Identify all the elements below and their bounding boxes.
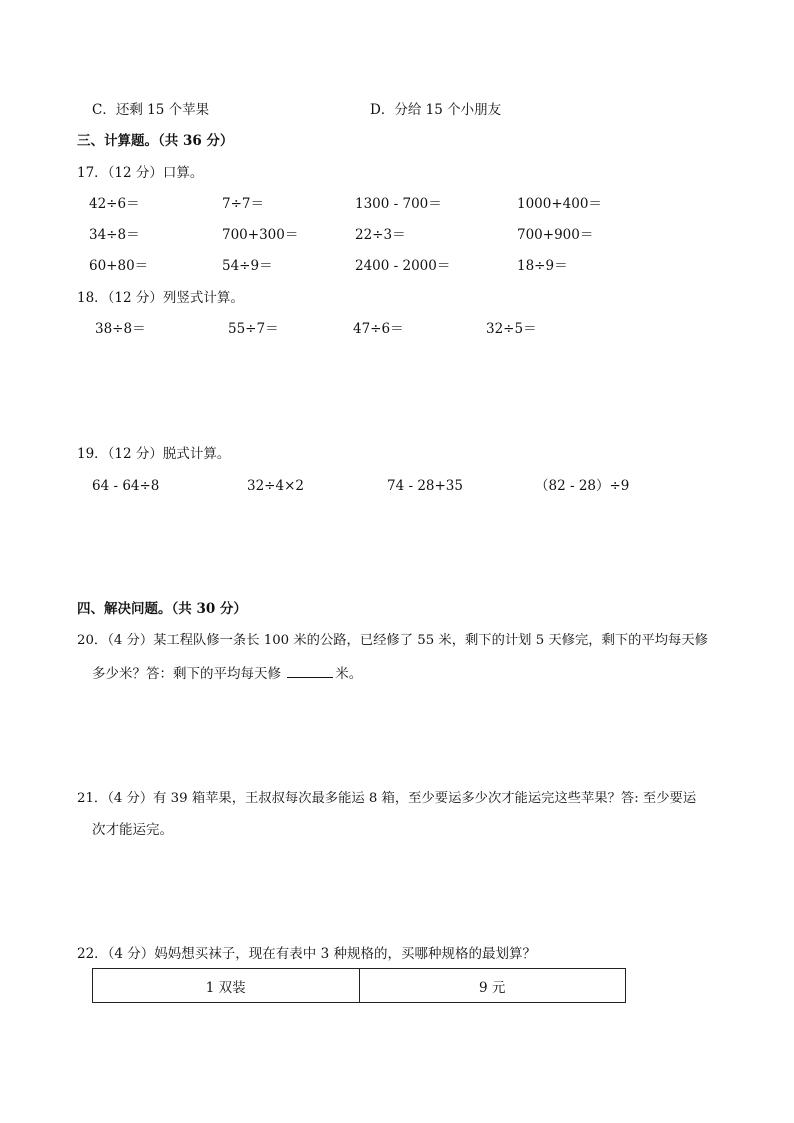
q17-item: 2400 - 2000＝: [355, 258, 451, 274]
option-c: C．还剩 15 个苹果: [92, 102, 210, 118]
q21-line1: 21．（4 分）有 39 箱苹果，王叔叔每次最多能运 8 箱，至少要运多少次才能运完这些苹果？答: 至少要运: [77, 791, 697, 806]
q18-item: 38÷8＝: [95, 321, 146, 337]
q18-item: 55÷7＝: [228, 321, 279, 337]
q19-title: 19．（12 分）脱式计算。: [77, 446, 231, 462]
option-d: D．分给 15 个小朋友: [370, 102, 502, 118]
q21-line2: 次才能运完。: [92, 822, 173, 838]
q17-item: 54÷9＝: [222, 258, 273, 274]
answer-blank[interactable]: [287, 664, 333, 678]
q17-item: 700+300＝: [222, 227, 299, 243]
table-cell-price: 9 元: [359, 969, 626, 1003]
table-row: [93, 969, 626, 1003]
q22-title: 22．（4 分）妈妈想买袜子，现在有表中 3 种规格的，买哪种规格的最划算？: [77, 946, 536, 962]
q18-item: 32÷5＝: [486, 321, 537, 337]
q17-item: 42÷6＝: [89, 196, 140, 212]
q20-line1: 20．（4 分）某工程队修一条长 100 米的公路，已经修了 55 米，剩下的计划 5 天修完，剩下的平均每天修: [77, 633, 708, 648]
q19-item: 64 - 64÷8: [92, 478, 160, 494]
section-4-title: 四、解决问题。（共 30 分）: [77, 601, 247, 617]
q17-item: 34÷8＝: [89, 227, 140, 243]
q20-line2-prefix: 多少米？答：剩下的平均每天修: [92, 666, 281, 682]
q17-title: 17．（12 分）口算。: [77, 165, 204, 181]
q17-item: 1000+400＝: [517, 196, 602, 212]
q17-item: 7÷7＝: [222, 196, 264, 212]
q19-item: （82 - 28）÷9: [535, 478, 630, 494]
q17-item: 700+900＝: [517, 227, 594, 243]
q17-item: 60+80＝: [89, 258, 149, 274]
q17-item: 1300 - 700＝: [355, 196, 442, 212]
q18-title: 18．（12 分）列竖式计算。: [77, 290, 244, 306]
price-table: [92, 968, 626, 1003]
q17-item: 18÷9＝: [517, 258, 568, 274]
q20-line2-suffix: 米。: [335, 666, 363, 682]
q18-item: 47÷6＝: [353, 321, 404, 337]
q20-line2: [92, 664, 362, 683]
section-3-title: 三、计算题。（共 36 分）: [77, 133, 234, 149]
table-cell-spec: 1 双装: [93, 969, 360, 1003]
q19-item: 74 - 28+35: [387, 478, 463, 494]
q19-item: 32÷4×2: [247, 478, 304, 494]
q17-item: 22÷3＝: [355, 227, 406, 243]
